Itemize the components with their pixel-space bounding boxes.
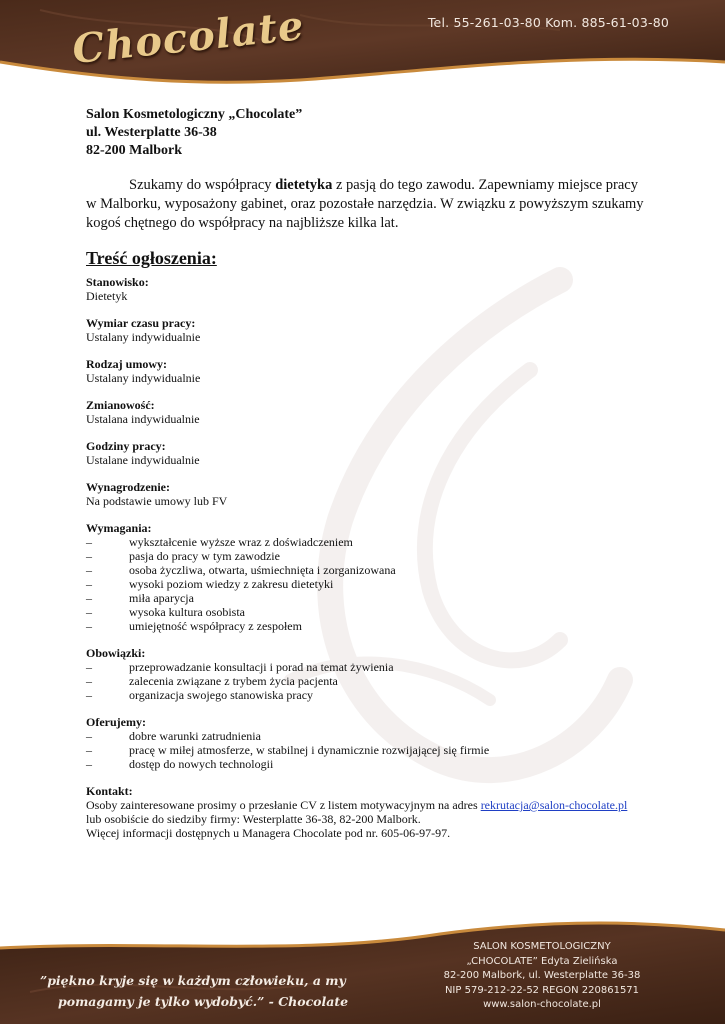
kontakt-line-1 [86, 798, 646, 812]
email-link[interactable]: rekrutacja@salon-chocolate.pl [480, 798, 628, 812]
list-item [86, 660, 646, 674]
dash-bullet: – [86, 577, 92, 591]
list-item [86, 563, 646, 577]
list-item [86, 549, 646, 563]
address-line-1: Salon Kosmetologiczny „Chocolate” [86, 107, 303, 122]
kontakt-line-2: lub osobiście do siedziby firmy: Westerplatte 36-38, 82-200 Malbork. [86, 812, 421, 826]
field-label: Rodzaj umowy: [86, 357, 167, 371]
list-item [86, 743, 646, 757]
list-item-text: zalecenia związane z trybem życia pacjenta [129, 674, 338, 688]
section-wymagania [86, 521, 646, 633]
dash-bullet: – [86, 688, 92, 702]
list-item-text: osoba życzliwa, otwarta, uśmiechnięta i zorganizowana [129, 563, 396, 577]
field-label: Wymiar czasu pracy: [86, 316, 196, 330]
salon-address [86, 106, 646, 160]
list-item [86, 605, 646, 619]
list-item-text: przeprowadzanie konsultacji i porad na temat żywienia [129, 660, 394, 674]
list-item [86, 729, 646, 743]
list-item-text: pracę w miłej atmosferze, w stabilnej i dynamicznie rozwijającej się firmie [129, 743, 490, 757]
list-item-text: wykształcenie wyższe wraz z doświadczeniem [129, 535, 353, 549]
company-line-3: 82-200 Malbork, ul. Westerplatte 36-38 [443, 970, 641, 981]
dash-bullet: – [86, 757, 92, 771]
field-value: Dietetyk [86, 289, 128, 303]
dash-bullet: – [86, 674, 92, 688]
field-wynagrodzenie [86, 480, 646, 508]
section-oferujemy [86, 715, 646, 771]
page-header [0, 0, 725, 92]
field-zmianowosc [86, 398, 646, 426]
field-label: Stanowisko: [86, 275, 149, 289]
dash-bullet: – [86, 549, 92, 563]
section-label: Wymagania: [86, 521, 152, 535]
intro-before: Szukamy do współpracy [129, 177, 276, 193]
document-body [86, 106, 646, 840]
list-item-text: wysoka kultura osobista [129, 605, 245, 619]
dash-bullet: – [86, 729, 92, 743]
field-value: Ustalany indywidualnie [86, 371, 201, 385]
section-label: Kontakt: [86, 784, 133, 798]
oferujemy-list [86, 729, 646, 771]
field-stanowisko [86, 275, 646, 303]
quote-line-2: pomagamy je tylko wydobyć.” - Chocolate [58, 994, 349, 1009]
quote-line-1: ”piękno kryje się w każdym człowieku, a my [40, 973, 346, 988]
obowiazki-list [86, 660, 646, 702]
list-item-text: dobre warunki zatrudnienia [129, 729, 261, 743]
field-label: Zmianowość: [86, 398, 155, 412]
field-godziny [86, 439, 646, 467]
kontakt-line-3: Więcej informacji dostępnych u Managera Chocolate pod nr. 605-06-97-97. [86, 826, 451, 840]
section-label: Oferujemy: [86, 715, 146, 729]
field-label: Wynagrodzenie: [86, 480, 170, 494]
list-item-text: pasja do pracy w tym zawodzie [129, 549, 280, 563]
company-line-1: SALON KOSMETOLOGICZNY [473, 941, 611, 952]
list-item-text: miła aparycja [129, 591, 194, 605]
list-item-text: organizacja swojego stanowiska pracy [129, 688, 314, 702]
field-label: Godziny pracy: [86, 439, 166, 453]
field-wymiar [86, 316, 646, 344]
section-label: Obowiązki: [86, 646, 146, 660]
intro-after: z pasją do tego zawodu. Zapewniamy miejsce pracy w Malborku, wyposażony gabinet, oraz pozostałe narzędzia. W związku z powyższym szukamy kogoś chętnego do współpracy na najbliższe kilka lat. [86, 177, 644, 231]
company-line-4: NIP 579-212-22-52 REGON 220861571 [444, 984, 640, 996]
field-value: Na podstawie umowy lub FV [86, 494, 228, 508]
chocolate-logo: Chocolate [70, 1, 307, 74]
dash-bullet: – [86, 535, 92, 549]
footer-quote [40, 970, 348, 1012]
address-line-2: ul. Westerplatte 36-38 [86, 125, 217, 140]
section-kontakt [86, 784, 646, 840]
list-item-text: dostęp do nowych technologii [129, 757, 274, 771]
field-rodzaj-umowy [86, 357, 646, 385]
list-item [86, 688, 646, 702]
company-line-2: „CHOCOLATE” Edyta Zielińska [466, 955, 618, 967]
field-value: Ustalany indywidualnie [86, 330, 201, 344]
list-item [86, 577, 646, 591]
dash-bullet: – [86, 743, 92, 757]
list-item [86, 757, 646, 771]
section-heading: Treść ogłoszenia: [86, 248, 217, 268]
header-phone: Tel. 55-261-03-80 Kom. 885-61-03-80 [427, 15, 669, 30]
list-item-text: umiejętność współpracy z zespołem [129, 619, 302, 633]
list-item [86, 535, 646, 549]
company-website[interactable]: www.salon-chocolate.pl [483, 999, 601, 1010]
intro-paragraph [86, 176, 646, 233]
footer-company-info [432, 940, 652, 1013]
intro-bold: dietetyka [275, 177, 333, 193]
dash-bullet: – [86, 605, 92, 619]
list-item [86, 591, 646, 605]
dash-bullet: – [86, 619, 92, 633]
field-value: Ustalana indywidualnie [86, 412, 200, 426]
dash-bullet: – [86, 660, 92, 674]
address-line-3: 82-200 Malbork [86, 143, 183, 158]
wymagania-list [86, 535, 646, 633]
list-item [86, 619, 646, 633]
section-obowiazki [86, 646, 646, 702]
field-value: Ustalane indywidualnie [86, 453, 200, 467]
kontakt-text: Osoby zainteresowane prosimy o przesłanie CV z listem motywacyjnym na adres [86, 798, 481, 812]
dash-bullet: – [86, 591, 92, 605]
list-item-text: wysoki poziom wiedzy z zakresu dietetyki [129, 577, 334, 591]
dash-bullet: – [86, 563, 92, 577]
list-item [86, 674, 646, 688]
